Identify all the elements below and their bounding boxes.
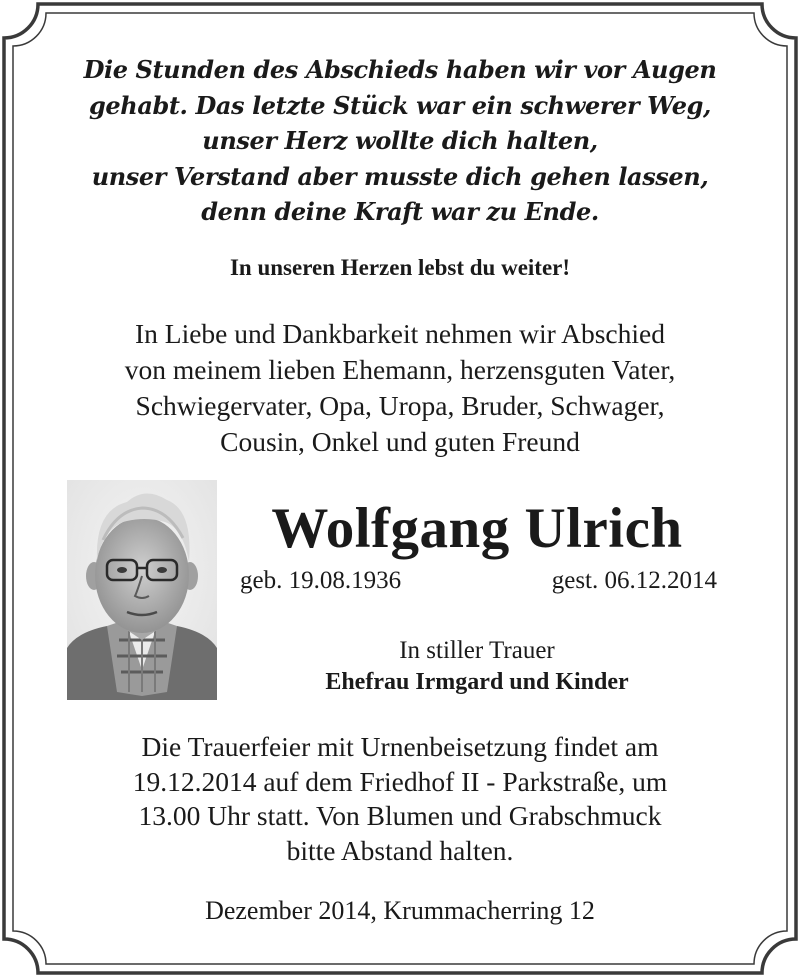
ceremony-line: Die Trauerfeier mit Urnenbeisetzung findet am — [141, 731, 659, 762]
intro-line: von meinem lieben Ehemann, herzensguten Vater, — [124, 354, 676, 385]
poem-line: denn deine Kraft war zu Ende. — [201, 197, 599, 226]
death-date: gest. 06.12.2014 — [551, 567, 717, 594]
mourners-names: Ehefrau Irmgard und Kinder — [325, 669, 629, 695]
ceremony-line: 19.12.2014 auf dem Friedhof II - Parkstraße, um — [132, 765, 668, 797]
poem-line: Die Stunden des Abschieds haben wir vor Augen — [83, 55, 717, 84]
portrait-photo — [67, 480, 217, 700]
motto: In unseren Herzen lebst du weiter! — [229, 255, 571, 280]
date-and-address: Dezember 2014, Krummacherring 12 — [205, 896, 595, 925]
deceased-name: Wolfgang Ulrich — [271, 497, 683, 560]
ceremony-line: 13.00 Uhr statt. Von Blumen und Grabschmuck — [138, 800, 662, 831]
poem-line: unser Herz wollte dich halten, — [202, 126, 598, 155]
poem-line: gehabt. Das letzte Stück war ein schwerer Weg, — [89, 90, 711, 120]
mourning-line: In stiller Trauer — [399, 637, 555, 664]
intro-line: Schwiegervater, Opa, Uropa, Bruder, Schwager, — [135, 390, 665, 421]
birth-date: geb. 19.08.1936 — [240, 567, 402, 594]
poem — [0, 52, 800, 230]
intro-line: Cousin, Onkel und guten Freund — [220, 426, 580, 457]
ceremony-text — [0, 730, 800, 868]
intro-text — [0, 316, 800, 460]
poem-line: unser Verstand aber musste dich gehen lassen, — [91, 161, 709, 191]
intro-line: In Liebe und Dankbarkeit nehmen wir Abschied — [135, 318, 665, 349]
ceremony-line: bitte Abstand halten. — [286, 834, 514, 866]
